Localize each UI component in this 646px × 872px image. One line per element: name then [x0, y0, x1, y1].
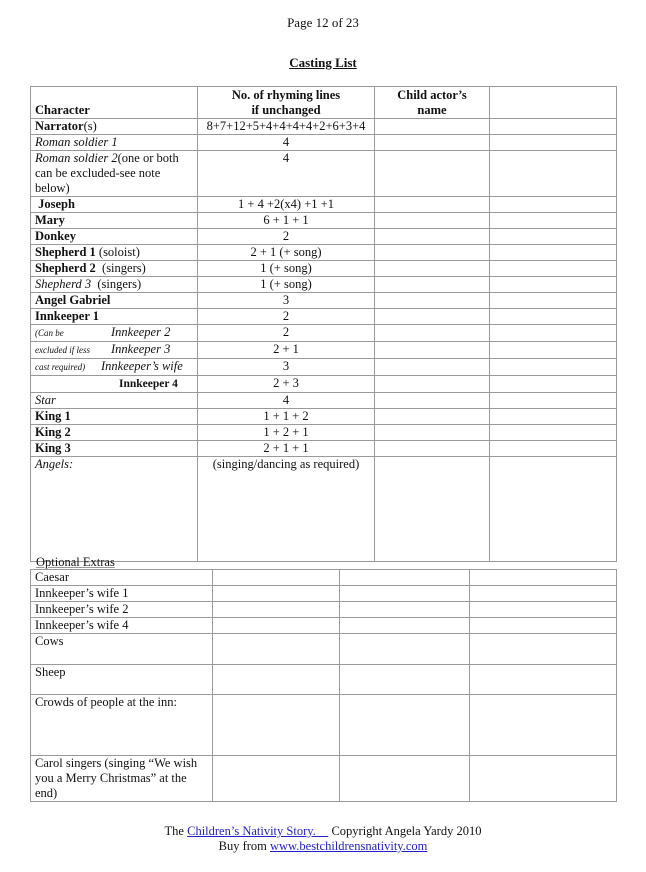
blank-cell[interactable]: [213, 665, 340, 695]
character-cell: [31, 119, 198, 135]
lines-cell: 4: [198, 151, 375, 197]
character-cell: [31, 309, 198, 325]
character-cell: [31, 393, 198, 409]
optional-extras-table: [30, 569, 617, 802]
character-name: Donkey: [35, 229, 76, 243]
character-suffix: (s): [83, 119, 97, 133]
table-row: [31, 309, 617, 325]
lines-cell: 2: [198, 229, 375, 245]
table-row: [31, 325, 617, 342]
actor-name-cell[interactable]: [375, 261, 490, 277]
blank-cell[interactable]: [490, 245, 617, 261]
actor-name-cell[interactable]: [375, 197, 490, 213]
character-cell: [31, 151, 198, 197]
blank-cell[interactable]: [213, 756, 340, 802]
header-rhyming-lines: [198, 87, 375, 119]
character-cell: [31, 277, 198, 293]
table-row: [31, 213, 617, 229]
blank-cell[interactable]: [213, 618, 340, 634]
blank-cell[interactable]: [490, 409, 617, 425]
character-note: (one or both can be excluded-see note below): [35, 151, 179, 195]
lines-cell: 6 + 1 + 1: [198, 213, 375, 229]
character-cell: [31, 342, 198, 359]
exclusion-note: (Can be: [35, 328, 64, 338]
footer-line-2: [0, 839, 646, 854]
character-cell: [31, 135, 198, 151]
blank-cell[interactable]: [213, 602, 340, 618]
actor-name-cell[interactable]: [375, 457, 490, 562]
lines-cell: 2 + 1 + 1: [198, 441, 375, 457]
table-row: [31, 359, 617, 376]
extra-name-cell: Innkeeper’s wife 1: [31, 586, 213, 602]
blank-cell[interactable]: [340, 586, 470, 602]
table-header-row: [31, 87, 617, 119]
actor-name-cell[interactable]: [375, 293, 490, 309]
blank-cell[interactable]: [490, 277, 617, 293]
character-name: Shepherd 1: [35, 245, 96, 259]
actor-name-cell[interactable]: [375, 309, 490, 325]
blank-cell[interactable]: [490, 135, 617, 151]
character-cell: [31, 441, 198, 457]
table-row: [31, 393, 617, 409]
header-character: Character: [31, 87, 198, 119]
character-name: Narrator: [35, 119, 84, 133]
character-name: Joseph: [38, 197, 75, 211]
actor-name-cell[interactable]: [375, 393, 490, 409]
buy-from-text: Buy from: [218, 839, 270, 853]
blank-cell[interactable]: [340, 570, 470, 586]
blank-cell[interactable]: [470, 602, 617, 618]
extra-name-cell: Carol singers (singing “We wish you a Merry Christmas” at the end): [31, 756, 213, 802]
actor-name-cell[interactable]: [375, 425, 490, 441]
table-row: [31, 586, 617, 602]
lines-cell: (singing/dancing as required): [198, 457, 375, 562]
blank-cell[interactable]: [490, 376, 617, 393]
exclusion-note: excluded if less: [35, 345, 90, 355]
lines-cell: 1 + 1 + 2: [198, 409, 375, 425]
extra-name-cell: Crowds of people at the inn:: [31, 695, 213, 756]
character-name: King 1: [35, 409, 71, 423]
table-row: [31, 245, 617, 261]
extra-name-cell: Caesar: [31, 570, 213, 586]
blank-cell[interactable]: [213, 695, 340, 756]
story-link[interactable]: Children’s Nativity Story.: [187, 824, 329, 838]
blank-cell[interactable]: [470, 618, 617, 634]
blank-cell[interactable]: [490, 229, 617, 245]
footer: [0, 824, 646, 854]
table-row: [31, 665, 617, 695]
table-row: [31, 570, 617, 586]
table-row: [31, 409, 617, 425]
optional-extras-label: Optional Extras: [36, 555, 115, 569]
character-cell: [31, 197, 198, 213]
character-suffix: (singers): [95, 261, 146, 275]
blank-cell[interactable]: [340, 634, 470, 665]
actor-name-cell[interactable]: [375, 245, 490, 261]
lines-cell: 2 + 1: [198, 342, 375, 359]
lines-cell: 1 + 2 + 1: [198, 425, 375, 441]
blank-cell[interactable]: [213, 634, 340, 665]
lines-cell: 2 + 3: [198, 376, 375, 393]
lines-cell: 4: [198, 135, 375, 151]
blank-cell[interactable]: [490, 325, 617, 342]
actor-name-cell[interactable]: [375, 325, 490, 342]
character-name: Innkeeper 3: [111, 342, 171, 356]
actor-name-cell[interactable]: [375, 342, 490, 359]
blank-cell[interactable]: [490, 261, 617, 277]
lines-cell: 3: [198, 293, 375, 309]
footer-prefix: The: [164, 824, 188, 838]
exclusion-note: cast required): [35, 362, 86, 372]
lines-cell: 1 (+ song): [198, 261, 375, 277]
lines-cell: 2 + 1 (+ song): [198, 245, 375, 261]
character-name: Innkeeper 4: [119, 378, 178, 390]
character-cell: [31, 409, 198, 425]
character-name: Angel Gabriel: [35, 293, 111, 307]
blank-cell[interactable]: [470, 695, 617, 756]
blank-cell[interactable]: [470, 756, 617, 802]
table-row: [31, 457, 617, 562]
actor-name-cell[interactable]: [375, 119, 490, 135]
header-child-actor-line1: Child actor’s: [397, 88, 467, 102]
character-name: Innkeeper 1: [35, 309, 100, 323]
blank-cell[interactable]: [490, 359, 617, 376]
table-row: [31, 135, 617, 151]
character-name: King 3: [35, 441, 71, 455]
blank-cell[interactable]: [490, 441, 617, 457]
blank-cell[interactable]: [490, 309, 617, 325]
extra-name-cell: Innkeeper’s wife 2: [31, 602, 213, 618]
character-name: Shepherd 2: [35, 261, 96, 275]
character-cell: [31, 229, 198, 245]
blank-cell[interactable]: [213, 570, 340, 586]
footer-line-1: [0, 824, 646, 839]
blank-cell[interactable]: [340, 602, 470, 618]
header-rhyming-lines-line1: No. of rhyming lines: [231, 88, 341, 102]
actor-name-cell[interactable]: [375, 376, 490, 393]
table-row: [31, 425, 617, 441]
blank-cell[interactable]: [490, 197, 617, 213]
character-name: Star: [35, 393, 56, 407]
lines-cell: 1 (+ song): [198, 277, 375, 293]
lines-cell: 3: [198, 359, 375, 376]
lines-cell: 1 + 4 +2(x4) +1 +1: [198, 197, 375, 213]
character-name: Roman soldier 2: [35, 151, 118, 165]
actor-name-cell[interactable]: [375, 229, 490, 245]
lines-cell: 4: [198, 393, 375, 409]
lines-cell: 2: [198, 309, 375, 325]
character-cell: [31, 261, 198, 277]
table-row: [31, 634, 617, 665]
actor-name-cell[interactable]: [375, 359, 490, 376]
character-cell: [31, 359, 198, 376]
page-number: Page 12 of 23: [287, 15, 359, 30]
character-cell: [31, 245, 198, 261]
character-cell: [31, 213, 198, 229]
copyright-text: Copyright Angela Yardy 2010: [328, 824, 482, 838]
character-name: Angels:: [35, 457, 74, 471]
actor-name-cell[interactable]: [375, 135, 490, 151]
lines-cell: 2: [198, 325, 375, 342]
character-suffix: (soloist): [95, 245, 140, 259]
blank-cell[interactable]: [213, 586, 340, 602]
blank-cell[interactable]: [470, 570, 617, 586]
blank-cell[interactable]: [490, 151, 617, 197]
header-blank: [490, 87, 617, 119]
header-rhyming-lines-line2: if unchanged: [251, 103, 321, 117]
actor-name-cell[interactable]: [375, 441, 490, 457]
character-cell: [31, 425, 198, 441]
table-row: [31, 618, 617, 634]
character-name: Shepherd 3: [35, 277, 92, 291]
blank-cell[interactable]: [490, 213, 617, 229]
table-row: [31, 261, 617, 277]
actor-name-cell[interactable]: [375, 213, 490, 229]
table-row: [31, 151, 617, 197]
actor-name-cell[interactable]: [375, 277, 490, 293]
blank-cell[interactable]: [490, 393, 617, 409]
table-row: [31, 119, 617, 135]
blank-cell[interactable]: [490, 119, 617, 135]
character-name: Mary: [35, 213, 65, 227]
table-row: [31, 277, 617, 293]
blank-cell[interactable]: [470, 634, 617, 665]
page-title: [0, 55, 646, 71]
blank-cell[interactable]: [490, 425, 617, 441]
lines-cell: 8+7+12+5+4+4+4+4+2+6+3+4: [198, 119, 375, 135]
actor-name-cell[interactable]: [375, 151, 490, 197]
table-row: [31, 229, 617, 245]
blank-cell[interactable]: [340, 756, 470, 802]
blank-cell[interactable]: [470, 586, 617, 602]
actor-name-cell[interactable]: [375, 409, 490, 425]
header-child-actor-line2: name: [417, 103, 447, 117]
table-row: [31, 293, 617, 309]
blank-cell[interactable]: [470, 665, 617, 695]
character-cell: [31, 376, 198, 393]
character-name: Roman soldier 1: [35, 135, 118, 149]
table-row: [31, 695, 617, 756]
table-row: [31, 441, 617, 457]
table-row: [31, 602, 617, 618]
blank-cell[interactable]: [340, 618, 470, 634]
table-row: [31, 197, 617, 213]
website-link[interactable]: www.bestchildrensnativity.com: [270, 839, 428, 853]
character-cell: [31, 293, 198, 309]
title-text: Casting List: [289, 55, 357, 70]
blank-cell[interactable]: [340, 665, 470, 695]
character-suffix: (singers): [91, 277, 142, 291]
blank-cell[interactable]: [490, 342, 617, 359]
extra-name-cell: Cows: [31, 634, 213, 665]
extra-name-cell: Sheep: [31, 665, 213, 695]
character-name: Innkeeper 2: [111, 325, 171, 339]
blank-cell[interactable]: [340, 695, 470, 756]
table-row: [31, 342, 617, 359]
table-row: [31, 376, 617, 393]
blank-cell[interactable]: [490, 457, 617, 562]
blank-cell[interactable]: [490, 293, 617, 309]
header-child-actor: [375, 87, 490, 119]
character-name: King 2: [35, 425, 71, 439]
extra-name-cell: Innkeeper’s wife 4: [31, 618, 213, 634]
character-name: Innkeeper’s wife: [101, 359, 183, 373]
character-cell: [31, 325, 198, 342]
table-row: [31, 756, 617, 802]
character-cell: [31, 457, 198, 562]
casting-table: [30, 86, 617, 562]
